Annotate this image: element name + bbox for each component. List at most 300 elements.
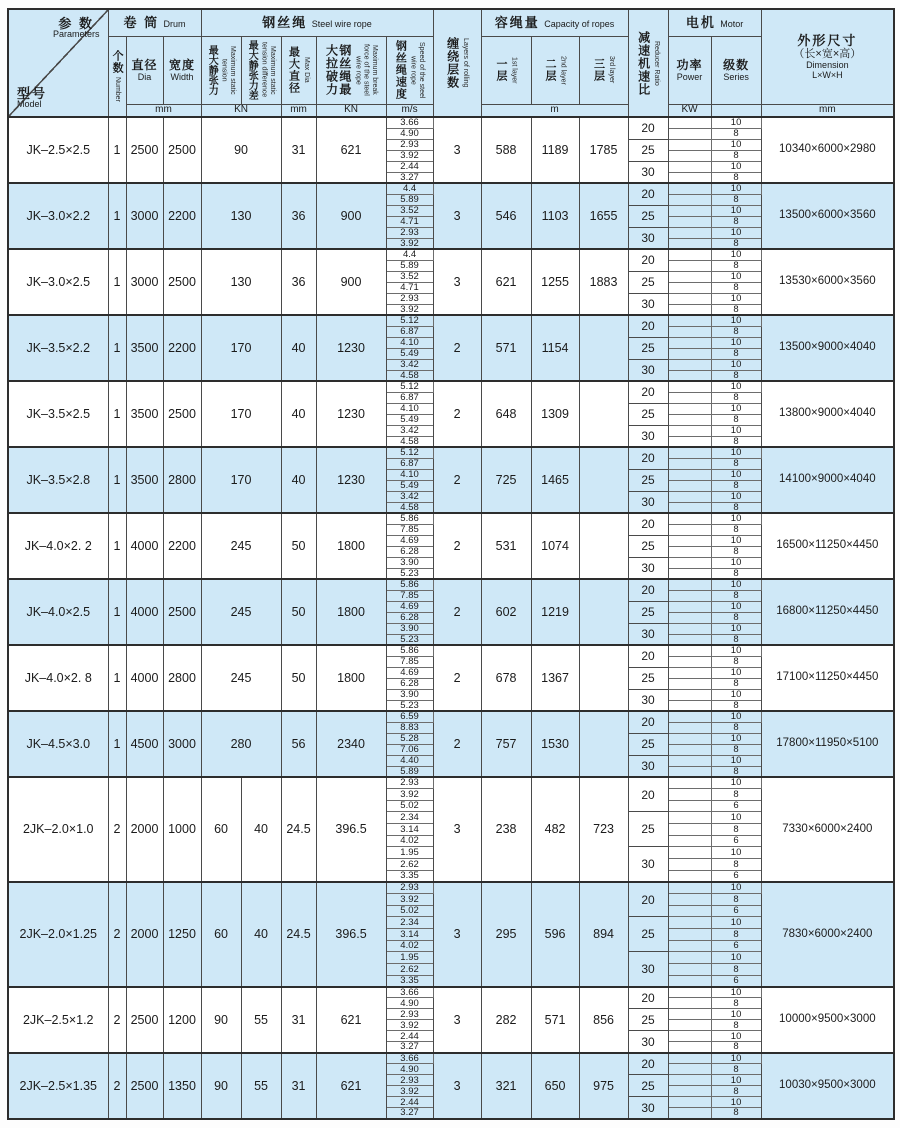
table-row xyxy=(8,315,894,326)
cell-drum-dia: 4000 xyxy=(126,579,163,645)
cell-motor-power xyxy=(668,952,711,964)
cell-reducer-ratio: 25 xyxy=(628,1075,668,1097)
cell-motor-series: 8 xyxy=(711,1020,761,1031)
cell-motor-power xyxy=(668,894,711,906)
cell-motor-series: 10 xyxy=(711,623,761,634)
cell-layers: 3 xyxy=(433,117,481,183)
cell-model: 2JK–2.5×1.35 xyxy=(8,1053,108,1119)
cell-break-force: 1800 xyxy=(316,513,386,579)
cell-model: JK–3.5×2.5 xyxy=(8,381,108,447)
cell-rope-speed: 3.42 xyxy=(386,425,433,436)
cell-max-rope-dia: 40 xyxy=(281,315,316,381)
cell-motor-series: 10 xyxy=(711,1031,761,1042)
cell-capacity-layer1: 678 xyxy=(481,645,531,711)
table-row xyxy=(8,513,894,524)
dia-header: 直径 Dia xyxy=(126,36,163,104)
cell-motor-series: 10 xyxy=(711,733,761,744)
cell-rope-speed: 2.93 xyxy=(386,882,433,894)
cell-capacity-layer3 xyxy=(579,711,628,777)
cell-capacity-layer1: 725 xyxy=(481,447,531,513)
cell-rope-speed: 4.02 xyxy=(386,835,433,847)
cell-reducer-ratio: 25 xyxy=(628,535,668,557)
cell-motor-power xyxy=(668,161,711,172)
cell-motor-power xyxy=(668,337,711,348)
cell-capacity-layer1: 648 xyxy=(481,381,531,447)
cell-reducer-ratio: 30 xyxy=(628,623,668,645)
cell-dimension: 17800×11950×5100 xyxy=(761,711,894,777)
cell-rope-speed: 4.4 xyxy=(386,183,433,194)
cell-motor-series: 8 xyxy=(711,436,761,447)
cell-motor-power xyxy=(668,1086,711,1097)
cell-capacity-layer3: 856 xyxy=(579,987,628,1053)
table-row xyxy=(8,1053,894,1064)
cell-reducer-ratio: 25 xyxy=(628,1009,668,1031)
cell-max-static-tension: 170 xyxy=(201,381,281,447)
cell-rope-speed: 5.86 xyxy=(386,579,433,590)
model-label: 型号 Model xyxy=(17,86,48,109)
layer1-header: 一层 1st layer xyxy=(481,36,531,104)
cell-motor-power xyxy=(668,293,711,304)
cell-motor-series: 8 xyxy=(711,502,761,513)
cell-motor-series: 8 xyxy=(711,194,761,205)
parameters-label: 参 数 Parameters xyxy=(52,16,100,39)
cell-drum-number: 1 xyxy=(108,711,126,777)
cell-layers: 2 xyxy=(433,579,481,645)
cell-motor-power xyxy=(668,480,711,491)
cell-motor-power xyxy=(668,392,711,403)
cell-motor-power xyxy=(668,1108,711,1119)
cell-motor-series: 8 xyxy=(711,392,761,403)
cell-layers: 2 xyxy=(433,447,481,513)
cell-rope-speed: 3.66 xyxy=(386,1053,433,1064)
corner-header xyxy=(8,9,108,117)
cell-capacity-layer2: 1189 xyxy=(531,117,579,183)
cell-break-force: 900 xyxy=(316,249,386,315)
cell-motor-power xyxy=(668,425,711,436)
cell-motor-power xyxy=(668,766,711,777)
cell-drum-number: 1 xyxy=(108,249,126,315)
break-force-header: 钢丝绳最大拉破力 Maximum break force of the steel wire rope xyxy=(316,36,386,104)
cell-dimension: 17100×11250×4450 xyxy=(761,645,894,711)
cell-model: JK–3.0×2.2 xyxy=(8,183,108,249)
cell-rope-speed: 7.85 xyxy=(386,656,433,667)
cell-motor-series: 10 xyxy=(711,535,761,546)
cell-rope-speed: 3.14 xyxy=(386,929,433,941)
cell-rope-speed: 2.93 xyxy=(386,1009,433,1020)
unit-power-kw: KW xyxy=(668,104,711,117)
cell-motor-series: 8 xyxy=(711,1086,761,1097)
cell-dimension: 13800×9000×4040 xyxy=(761,381,894,447)
cell-max-static-tension: 90 xyxy=(201,987,241,1053)
cell-motor-power xyxy=(668,590,711,601)
cell-motor-series: 8 xyxy=(711,789,761,801)
cell-rope-speed: 3.14 xyxy=(386,824,433,836)
cell-model: 2JK–2.0×1.0 xyxy=(8,777,108,882)
cell-motor-series: 10 xyxy=(711,315,761,326)
cell-drum-width: 2500 xyxy=(163,117,201,183)
cell-motor-power xyxy=(668,381,711,392)
cell-reducer-ratio: 25 xyxy=(628,469,668,491)
cell-max-static-tension-diff: 55 xyxy=(241,987,281,1053)
cell-motor-power xyxy=(668,271,711,282)
cell-rope-speed: 5.86 xyxy=(386,645,433,656)
cell-capacity-layer2: 1530 xyxy=(531,711,579,777)
cell-motor-series: 10 xyxy=(711,1053,761,1064)
cell-reducer-ratio: 30 xyxy=(628,293,668,315)
cell-rope-speed: 5.89 xyxy=(386,260,433,271)
drum-group-header: 卷 筒 Drum xyxy=(108,9,201,36)
cell-motor-series: 10 xyxy=(711,645,761,656)
cell-motor-power xyxy=(668,546,711,557)
power-header: 功率 Power xyxy=(668,36,711,104)
cell-dimension: 10000×9500×3000 xyxy=(761,987,894,1053)
unit-tension-kn: KN xyxy=(201,104,281,117)
cell-motor-series: 8 xyxy=(711,744,761,755)
cell-motor-series: 10 xyxy=(711,1075,761,1086)
cell-dimension: 14100×9000×4040 xyxy=(761,447,894,513)
cell-motor-power xyxy=(668,656,711,667)
cell-motor-series: 6 xyxy=(711,800,761,812)
cell-reducer-ratio: 20 xyxy=(628,183,668,205)
cell-motor-series: 8 xyxy=(711,216,761,227)
cell-drum-width: 2200 xyxy=(163,513,201,579)
cell-model: JK–4.0×2. 8 xyxy=(8,645,108,711)
cell-motor-power xyxy=(668,998,711,1009)
cell-motor-series: 10 xyxy=(711,337,761,348)
cell-max-static-tension-diff: 55 xyxy=(241,1053,281,1119)
cell-model: JK–3.5×2.2 xyxy=(8,315,108,381)
cell-dimension: 13530×6000×3560 xyxy=(761,249,894,315)
cell-dimension: 13500×6000×3560 xyxy=(761,183,894,249)
cell-drum-dia: 3500 xyxy=(126,381,163,447)
cell-capacity-layer2: 571 xyxy=(531,987,579,1053)
cell-drum-width: 1000 xyxy=(163,777,201,882)
cell-motor-power xyxy=(668,601,711,612)
cell-motor-power xyxy=(668,1097,711,1108)
unit-series-blank xyxy=(711,104,761,117)
cell-reducer-ratio: 30 xyxy=(628,557,668,579)
cell-rope-speed: 3.42 xyxy=(386,359,433,370)
cell-model: 2JK–2.0×1.25 xyxy=(8,882,108,987)
cell-max-rope-dia: 56 xyxy=(281,711,316,777)
cell-reducer-ratio: 25 xyxy=(628,403,668,425)
cell-rope-speed: 4.58 xyxy=(386,370,433,381)
cell-drum-number: 2 xyxy=(108,882,126,987)
cell-dimension: 13500×9000×4040 xyxy=(761,315,894,381)
cell-capacity-layer1: 546 xyxy=(481,183,531,249)
cell-rope-speed: 4.58 xyxy=(386,436,433,447)
cell-drum-width: 2200 xyxy=(163,183,201,249)
cell-rope-speed: 6.28 xyxy=(386,678,433,689)
cell-reducer-ratio: 20 xyxy=(628,447,668,469)
spec-table xyxy=(7,8,895,1120)
cell-motor-series: 10 xyxy=(711,917,761,929)
cell-rope-speed: 7.85 xyxy=(386,590,433,601)
cell-motor-series: 10 xyxy=(711,882,761,894)
cell-motor-series: 8 xyxy=(711,656,761,667)
cell-max-rope-dia: 50 xyxy=(281,645,316,711)
cell-rope-speed: 3.92 xyxy=(386,894,433,906)
cell-reducer-ratio: 20 xyxy=(628,1053,668,1075)
cell-rope-speed: 5.49 xyxy=(386,414,433,425)
rope-group-header: 钢丝绳 Steel wire rope xyxy=(201,9,433,36)
cell-max-static-tension: 60 xyxy=(201,777,241,882)
cell-reducer-ratio: 30 xyxy=(628,491,668,513)
cell-drum-number: 1 xyxy=(108,315,126,381)
cell-motor-power xyxy=(668,491,711,502)
cell-motor-power xyxy=(668,557,711,568)
cell-rope-speed: 3.27 xyxy=(386,1042,433,1053)
cell-motor-series: 10 xyxy=(711,513,761,524)
cell-drum-number: 1 xyxy=(108,579,126,645)
cell-drum-number: 1 xyxy=(108,513,126,579)
cell-drum-dia: 4000 xyxy=(126,513,163,579)
cell-motor-series: 10 xyxy=(711,205,761,216)
cell-motor-power xyxy=(668,524,711,535)
cell-motor-power xyxy=(668,414,711,425)
cell-motor-power xyxy=(668,824,711,836)
cell-drum-number: 1 xyxy=(108,117,126,183)
cell-reducer-ratio: 30 xyxy=(628,755,668,777)
cell-layers: 3 xyxy=(433,183,481,249)
cell-motor-series: 8 xyxy=(711,634,761,645)
cell-break-force: 1230 xyxy=(316,315,386,381)
cell-capacity-layer3 xyxy=(579,447,628,513)
cell-capacity-layer2: 1074 xyxy=(531,513,579,579)
cell-reducer-ratio: 30 xyxy=(628,161,668,183)
cell-max-static-tension: 170 xyxy=(201,447,281,513)
table-row xyxy=(8,711,894,722)
cell-max-static-tension: 90 xyxy=(201,117,281,183)
cell-motor-series: 6 xyxy=(711,835,761,847)
cell-motor-power xyxy=(668,1064,711,1075)
cell-motor-power xyxy=(668,227,711,238)
cell-drum-number: 2 xyxy=(108,1053,126,1119)
cell-motor-series: 8 xyxy=(711,414,761,425)
cell-drum-dia: 2000 xyxy=(126,882,163,987)
table-row xyxy=(8,117,894,128)
cell-motor-series: 8 xyxy=(711,964,761,976)
cell-break-force: 2340 xyxy=(316,711,386,777)
cell-motor-power xyxy=(668,1042,711,1053)
cell-rope-speed: 2.34 xyxy=(386,917,433,929)
cell-motor-power xyxy=(668,744,711,755)
cell-model: 2JK–2.5×1.2 xyxy=(8,987,108,1053)
cell-break-force: 396.5 xyxy=(316,777,386,882)
cell-layers: 3 xyxy=(433,882,481,987)
cell-motor-power xyxy=(668,789,711,801)
cell-motor-series: 10 xyxy=(711,293,761,304)
cell-model: JK–3.5×2.8 xyxy=(8,447,108,513)
cell-rope-speed: 2.93 xyxy=(386,139,433,150)
cell-motor-power xyxy=(668,436,711,447)
cell-capacity-layer1: 602 xyxy=(481,579,531,645)
cell-rope-speed: 2.93 xyxy=(386,227,433,238)
cell-capacity-layer2: 596 xyxy=(531,882,579,987)
cell-motor-power xyxy=(668,905,711,917)
cell-rope-speed: 8.83 xyxy=(386,722,433,733)
cell-capacity-layer3 xyxy=(579,315,628,381)
cell-break-force: 900 xyxy=(316,183,386,249)
cell-layers: 3 xyxy=(433,987,481,1053)
cell-rope-speed: 5.89 xyxy=(386,766,433,777)
cell-layers: 2 xyxy=(433,381,481,447)
cell-drum-width: 2800 xyxy=(163,447,201,513)
cell-motor-series: 8 xyxy=(711,590,761,601)
cell-motor-series: 8 xyxy=(711,700,761,711)
cell-rope-speed: 3.52 xyxy=(386,271,433,282)
cell-reducer-ratio: 25 xyxy=(628,271,668,293)
cell-max-rope-dia: 24.5 xyxy=(281,882,316,987)
table-row xyxy=(8,447,894,458)
cell-rope-speed: 5.49 xyxy=(386,348,433,359)
cell-motor-series: 10 xyxy=(711,117,761,128)
cell-capacity-layer2: 650 xyxy=(531,1053,579,1119)
cell-motor-power xyxy=(668,812,711,824)
cell-rope-speed: 3.92 xyxy=(386,150,433,161)
cell-motor-power xyxy=(668,777,711,789)
cell-max-static-tension: 245 xyxy=(201,645,281,711)
cell-rope-speed: 3.92 xyxy=(386,1020,433,1031)
cell-motor-power xyxy=(668,205,711,216)
cell-drum-dia: 2500 xyxy=(126,1053,163,1119)
cell-rope-speed: 3.52 xyxy=(386,205,433,216)
cell-motor-series: 10 xyxy=(711,359,761,370)
cell-reducer-ratio: 25 xyxy=(628,667,668,689)
cell-break-force: 621 xyxy=(316,117,386,183)
cell-capacity-layer1: 295 xyxy=(481,882,531,987)
cell-break-force: 621 xyxy=(316,987,386,1053)
cell-rope-speed: 5.12 xyxy=(386,447,433,458)
cell-motor-series: 10 xyxy=(711,689,761,700)
layer2-header: 二层 2nd layer xyxy=(531,36,579,104)
cell-motor-power xyxy=(668,975,711,987)
cell-motor-series: 10 xyxy=(711,469,761,480)
cell-capacity-layer2: 1367 xyxy=(531,645,579,711)
cell-motor-series: 8 xyxy=(711,282,761,293)
cell-motor-power xyxy=(668,700,711,711)
cell-drum-width: 1250 xyxy=(163,882,201,987)
cell-capacity-layer3: 1883 xyxy=(579,249,628,315)
cell-reducer-ratio: 20 xyxy=(628,882,668,917)
cell-rope-speed: 5.12 xyxy=(386,381,433,392)
cell-drum-dia: 4000 xyxy=(126,645,163,711)
cell-rope-speed: 3.66 xyxy=(386,987,433,998)
layers-header: 缠绕层数 Layers of rolling xyxy=(433,9,481,117)
cell-rope-speed: 3.92 xyxy=(386,304,433,315)
cell-motor-series: 8 xyxy=(711,859,761,871)
cell-max-rope-dia: 31 xyxy=(281,117,316,183)
cell-motor-power xyxy=(668,458,711,469)
unit-break-kn: KN xyxy=(316,104,386,117)
cell-max-rope-dia: 31 xyxy=(281,1053,316,1119)
cell-motor-series: 10 xyxy=(711,847,761,859)
cell-motor-series: 8 xyxy=(711,260,761,271)
cell-motor-series: 10 xyxy=(711,579,761,590)
cell-drum-dia: 2500 xyxy=(126,987,163,1053)
cell-rope-speed: 6.87 xyxy=(386,326,433,337)
cell-reducer-ratio: 20 xyxy=(628,711,668,733)
cell-reducer-ratio: 20 xyxy=(628,645,668,667)
cell-drum-width: 2500 xyxy=(163,381,201,447)
table-row xyxy=(8,987,894,998)
cell-motor-power xyxy=(668,835,711,847)
cell-dimension: 7830×6000×2400 xyxy=(761,882,894,987)
cell-rope-speed: 4.69 xyxy=(386,535,433,546)
max-static-tension-header: 最大静张力 Maximum static tension xyxy=(201,36,241,104)
cell-reducer-ratio: 20 xyxy=(628,249,668,271)
cell-rope-speed: 7.85 xyxy=(386,524,433,535)
cell-motor-series: 8 xyxy=(711,546,761,557)
cell-motor-power xyxy=(668,859,711,871)
cell-motor-series: 10 xyxy=(711,139,761,150)
cell-capacity-layer1: 757 xyxy=(481,711,531,777)
cell-rope-speed: 4.90 xyxy=(386,1064,433,1075)
cell-motor-power xyxy=(668,1031,711,1042)
cell-break-force: 621 xyxy=(316,1053,386,1119)
cell-reducer-ratio: 25 xyxy=(628,139,668,161)
cell-motor-power xyxy=(668,689,711,700)
cell-drum-width: 2500 xyxy=(163,249,201,315)
cell-max-static-tension: 280 xyxy=(201,711,281,777)
cell-motor-series: 10 xyxy=(711,491,761,502)
cell-motor-series: 8 xyxy=(711,348,761,359)
cell-max-static-tension-diff: 40 xyxy=(241,882,281,987)
cell-rope-speed: 4.40 xyxy=(386,755,433,766)
cell-motor-power xyxy=(668,282,711,293)
cell-model: JK–4.0×2.5 xyxy=(8,579,108,645)
cell-layers: 2 xyxy=(433,315,481,381)
cell-dimension: 7330×6000×2400 xyxy=(761,777,894,882)
cell-max-rope-dia: 50 xyxy=(281,513,316,579)
cell-motor-power xyxy=(668,667,711,678)
cell-rope-speed: 3.90 xyxy=(386,557,433,568)
cell-motor-power xyxy=(668,870,711,882)
cell-motor-power xyxy=(668,964,711,976)
cell-drum-number: 1 xyxy=(108,183,126,249)
cell-drum-dia: 3000 xyxy=(126,183,163,249)
cell-motor-series: 10 xyxy=(711,425,761,436)
cell-rope-speed: 3.92 xyxy=(386,238,433,249)
cell-capacity-layer3 xyxy=(579,645,628,711)
cell-motor-series: 10 xyxy=(711,1009,761,1020)
cell-motor-power xyxy=(668,1075,711,1086)
cell-motor-power xyxy=(668,917,711,929)
cell-capacity-layer1: 571 xyxy=(481,315,531,381)
table-row xyxy=(8,882,894,894)
cell-rope-speed: 5.23 xyxy=(386,634,433,645)
cell-motor-power xyxy=(668,183,711,194)
cell-rope-speed: 3.35 xyxy=(386,870,433,882)
cell-drum-number: 1 xyxy=(108,381,126,447)
cell-dimension: 16500×11250×4450 xyxy=(761,513,894,579)
cell-rope-speed: 4.10 xyxy=(386,403,433,414)
cell-motor-power xyxy=(668,535,711,546)
cell-reducer-ratio: 20 xyxy=(628,381,668,403)
cell-reducer-ratio: 30 xyxy=(628,689,668,711)
cell-motor-power xyxy=(668,260,711,271)
cell-motor-series: 10 xyxy=(711,711,761,722)
cell-motor-power xyxy=(668,315,711,326)
cell-drum-dia: 2500 xyxy=(126,117,163,183)
max-rope-dia-header: 最大直径 Max Dia xyxy=(281,36,316,104)
cell-rope-speed: 4.4 xyxy=(386,249,433,260)
cell-motor-series: 10 xyxy=(711,183,761,194)
cell-rope-speed: 2.93 xyxy=(386,777,433,789)
cell-motor-series: 10 xyxy=(711,952,761,964)
cell-motor-power xyxy=(668,194,711,205)
cell-rope-speed: 6.59 xyxy=(386,711,433,722)
